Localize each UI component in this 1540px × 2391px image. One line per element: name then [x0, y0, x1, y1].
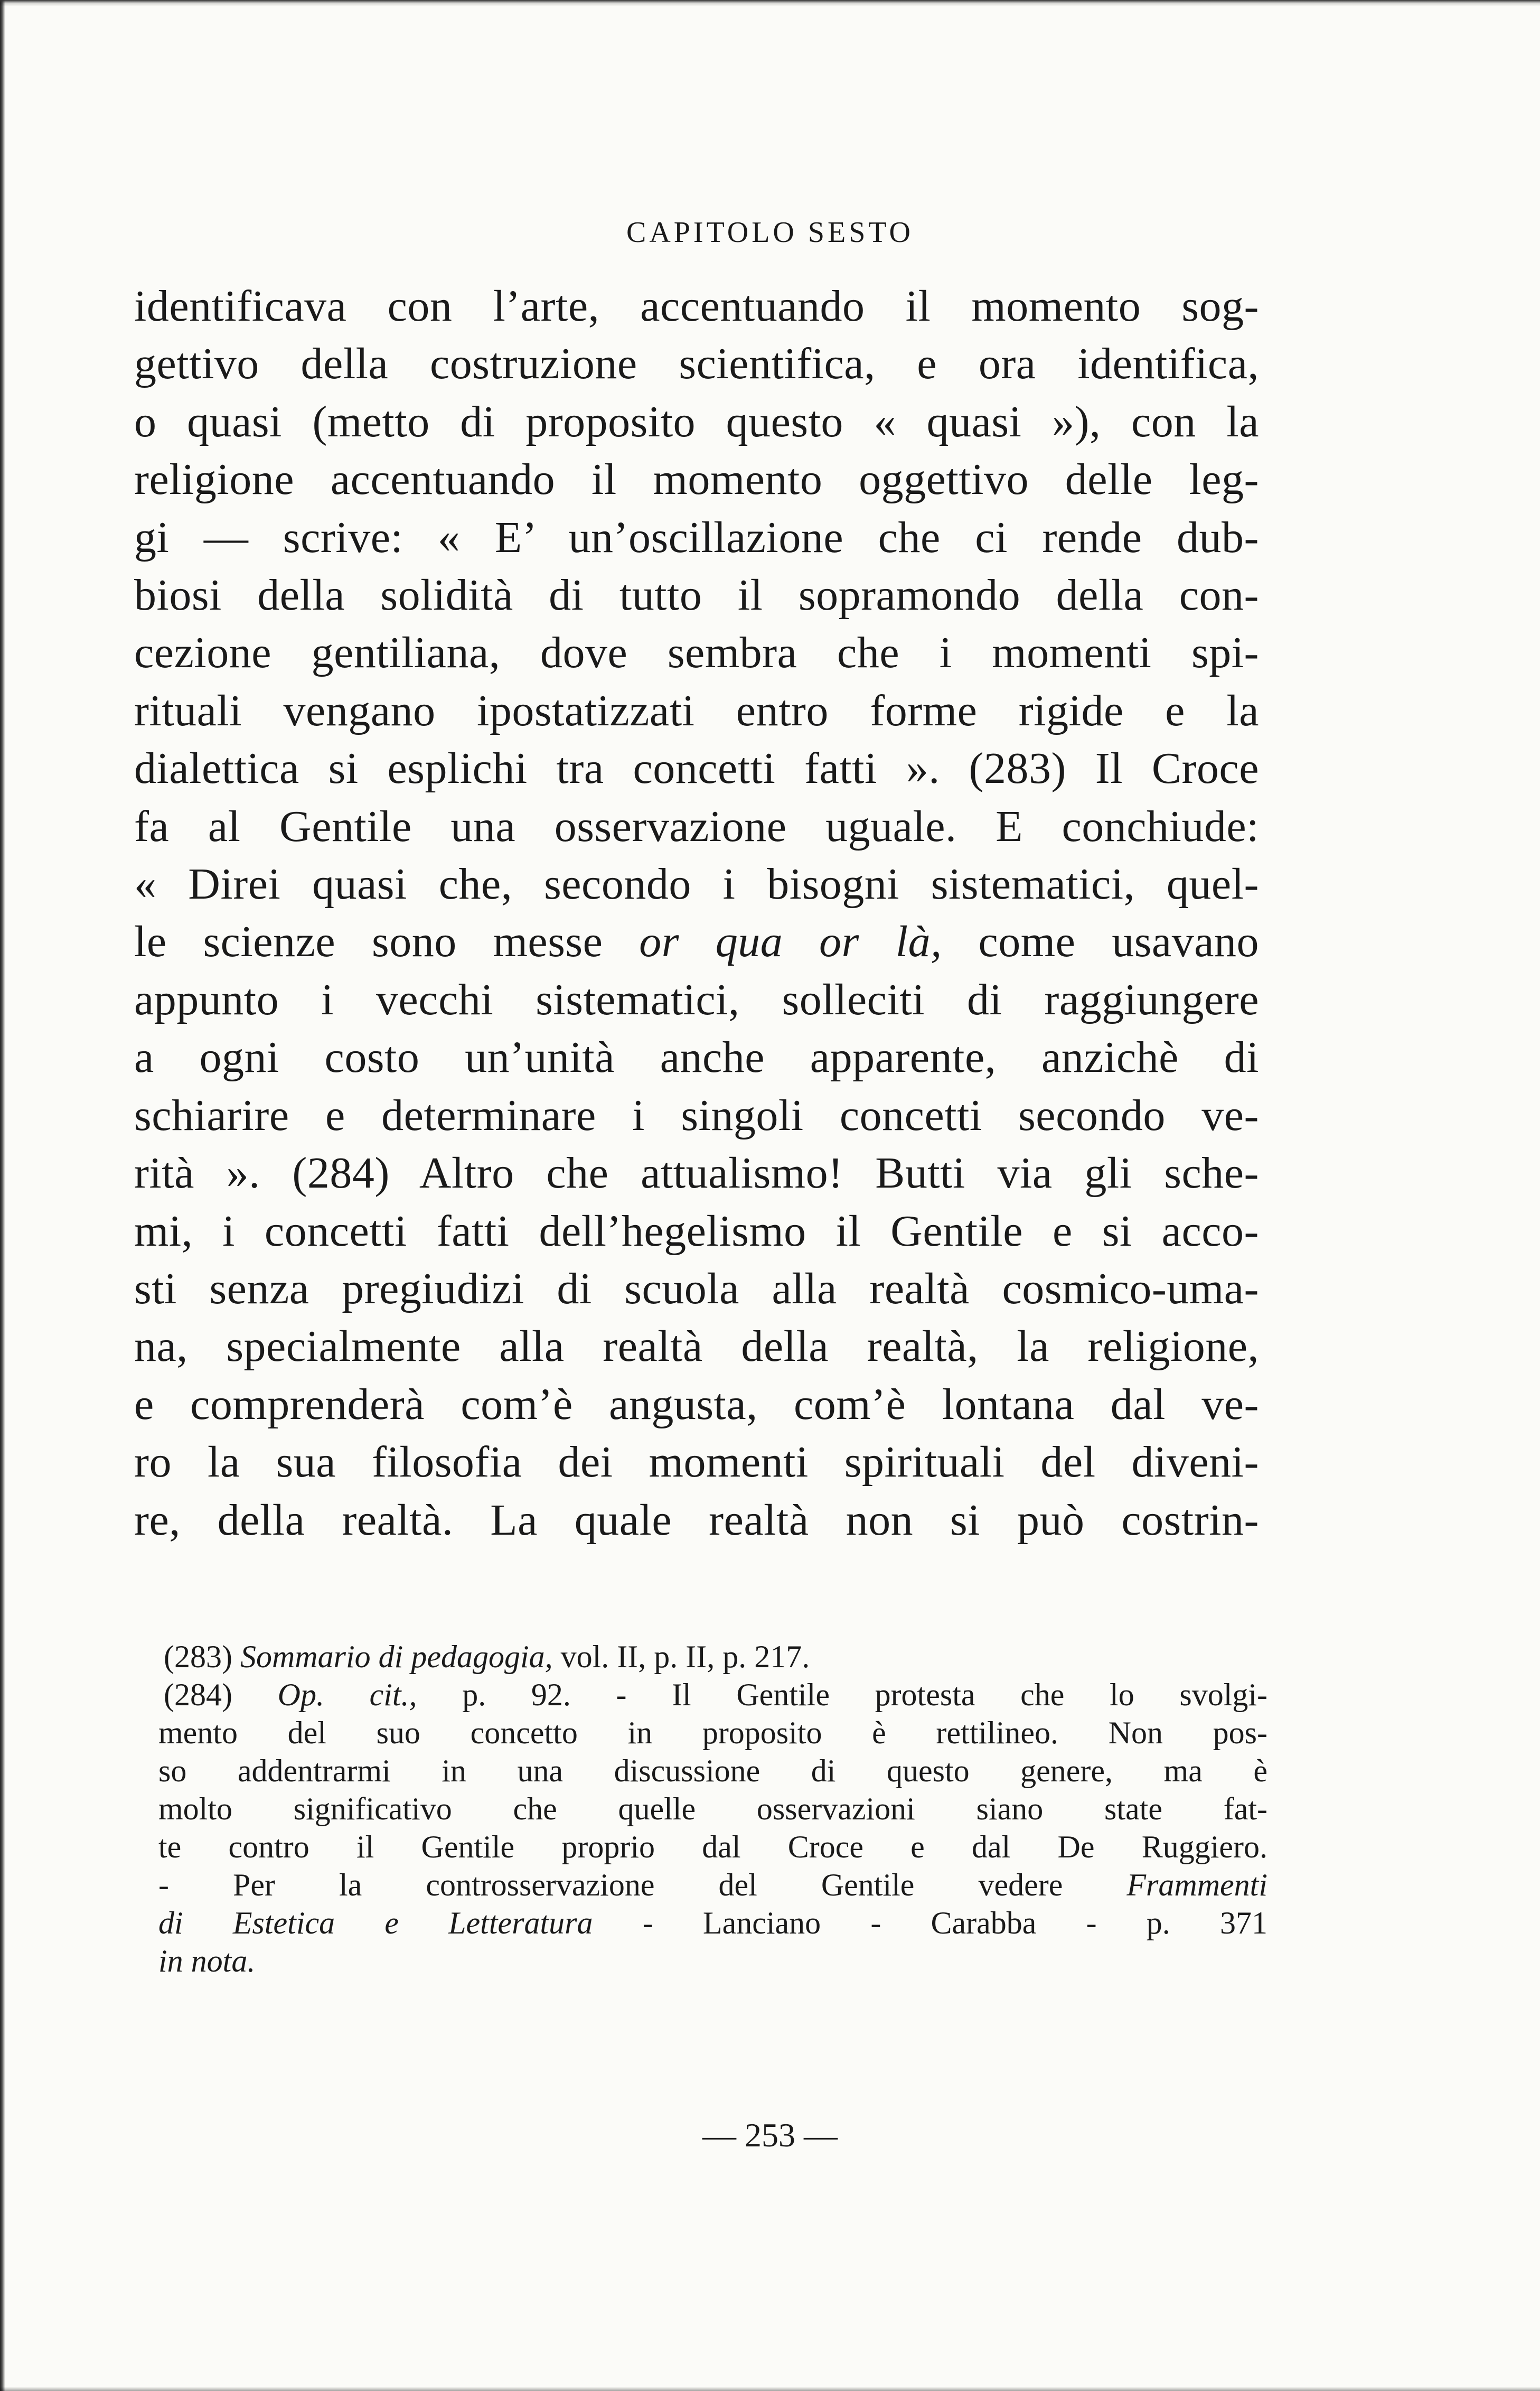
body-line: « Direi quasi che, secondo i bisogni sistematici, quel-: [134, 860, 1259, 909]
footnote-284: [158, 1676, 1267, 1714]
body-line: identificava con l’arte, accentuando il momento sog-: [134, 282, 1259, 331]
scan-edge-bottom: [0, 2387, 1540, 2391]
body-line: ro la sua filosofia dei momenti spirituali del diveni-: [134, 1437, 1259, 1487]
body-line: re, della realtà. La quale realtà non si può costrin-: [134, 1495, 1259, 1545]
body-line: biosi della solidità di tutto il sopramondo della con-: [134, 571, 1259, 620]
body-line: o quasi (metto di proposito questo « quasi »), con la: [134, 397, 1259, 446]
body-line: na, specialmente alla realtà della realtà, la religione,: [134, 1322, 1259, 1371]
scan-edge-top: [0, 0, 1540, 6]
body-line: dialettica si esplichi tra concetti fatti ». (283) Il Croce: [134, 744, 1259, 793]
footnote-marker: (284): [164, 1677, 232, 1712]
footnote-text: - Per la controsservazione del Gentile vedere: [158, 1867, 1063, 1902]
body-line: gi — scrive: « E’ un’oscillazione che ci rende dub-: [134, 512, 1259, 562]
body-line: gettivo della costruzione scientifica, e ora identifica,: [134, 339, 1259, 389]
body-line: rituali vengano ipostatizzati entro forme rigide e la: [134, 686, 1259, 735]
body-line: sti senza pregiudizi di scuola alla realtà cosmico-uma-: [134, 1264, 1259, 1313]
body-line: appunto i vecchi sistematici, solleciti di raggiungere: [134, 975, 1259, 1024]
footnote-line: [158, 1942, 1267, 1980]
footnote-line: molto significativo che quelle osservazioni siano state fat-: [158, 1791, 1267, 1826]
body-line: e comprenderà com’è angusta, com’è lontana dal ve-: [134, 1379, 1259, 1429]
body-line: schiarire e determinare i singoli concetti secondo ve-: [134, 1090, 1259, 1140]
scan-edge-left: [0, 0, 5, 2391]
body-text: [134, 277, 1259, 1549]
footnote-line-with-title: [158, 1866, 1267, 1904]
footnote-text: - Lanciano - Carabba - p. 371: [642, 1906, 1267, 1940]
footnote-text: vol. II, p. II, p. 217.: [560, 1639, 810, 1674]
body-italic-phrase: or qua or là,: [639, 917, 942, 967]
running-header: CAPITOLO SESTO: [626, 216, 914, 249]
body-line: fa al Gentile una osservazione uguale. E conchiude:: [134, 801, 1259, 851]
footnote-283: [158, 1638, 1267, 1676]
body-line: a ogni costo un’unità anche apparente, anzichè di: [134, 1033, 1259, 1082]
footnote-op-cit: Op. cit.,: [277, 1677, 417, 1712]
body-line: mi, i concetti fatti dell’hegelismo il Gentile e si acco-: [134, 1206, 1259, 1256]
footnote-title: Frammenti: [1126, 1867, 1267, 1902]
body-line-with-italic: [134, 913, 1259, 970]
footnote-marker: (283): [164, 1639, 232, 1674]
body-segment: le scienze sono messe: [134, 917, 603, 967]
footnotes: [158, 1638, 1267, 1980]
footnote-line: so addentrarmi in una discussione di questo genere, ma è: [158, 1753, 1267, 1788]
body-line: rità ». (284) Altro che attualismo! Butti via gli sche-: [134, 1148, 1259, 1198]
footnote-title: di Estetica e Letteratura: [158, 1906, 593, 1940]
footnote-italic: in nota.: [158, 1944, 256, 1978]
footnote-text: p. 92. - Il Gentile protesta che lo svolgi-: [462, 1677, 1268, 1712]
footnote-title: Sommario di pedagogia,: [240, 1639, 553, 1674]
body-line: cezione gentiliana, dove sembra che i momenti spi-: [134, 628, 1259, 678]
body-segment: come usavano: [978, 917, 1260, 967]
footnote-line-with-title: [158, 1904, 1267, 1942]
footnote-line: te contro il Gentile proprio dal Croce e dal De Ruggiero.: [158, 1829, 1267, 1864]
page-number: — 253 —: [702, 2116, 838, 2154]
footnote-line: mento del suo concetto in proposito è rettilineo. Non pos-: [158, 1715, 1267, 1750]
body-line: religione accentuando il momento oggettivo delle leg-: [134, 455, 1259, 505]
